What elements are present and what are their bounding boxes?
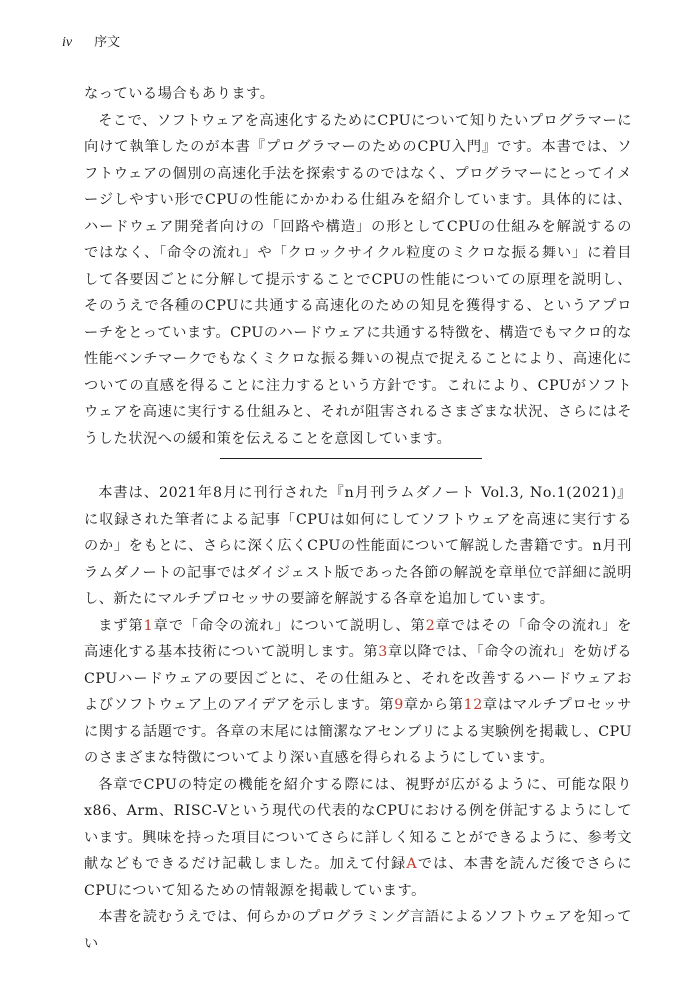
chapter-ref[interactable]: 9 [394,697,404,713]
text-run: 各章でCPUの特定の機能を紹介する際には、視野が広がるように、可能な限りx86、Arm、RISC-Vという現代の代表的なCPUにおける例を併記するようにしています。興味を持った項目についてさらに詳しく知ることができるように、参考文献などもできるだけ記載しました。加えて付録 [84,776,632,872]
paragraph [84,772,632,905]
text-run: 章から第 [403,697,464,713]
paragraph [84,613,632,772]
text-run: では、本書を読んだ後でさらにCPUについて知るための情報源を掲載しています。 [84,856,633,899]
chapter-ref[interactable]: 12 [463,697,483,713]
chapter-title: 序文 [94,35,121,50]
section-divider [220,458,482,459]
text-run: まず第 [98,617,144,634]
chapter-ref[interactable]: 1 [143,617,154,634]
chapter-ref[interactable]: 2 [425,617,436,634]
paragraph: なっている場合もあります。 [84,86,275,102]
chapter-ref[interactable]: 3 [378,644,388,660]
section-1 [84,81,632,452]
section-2 [84,480,632,957]
paragraph: そこで、ソフトウェアを高速化するためにCPUについて知りたいプログラマーに向けて執筆したのが本書『プログラマーのためのCPU入門』です。本書では、ソフトウェアの個別の高速化手法を探索するのではなく、プログラマーにとってイメージしやすい形でCPUの性能にかかわる仕組みを紹介しています。具体的には、ハードウェア開発者向けの「回路や構造」の形としてCPUの仕組みを解説するのではなく、「命令の流れ」や「クロックサイクル粒度のミクロな振る舞い」に着目して各要因ごとに分解して提示することでCPUの性能についての原理を説明し、そのうえで各種のCPUに共通する高速化のための知見を獲得する、というアプローチをとっています。CPUのハードウェアに共通する特徴を、構造でもマクロ的な性能ベンチマークでもなくミクロな振る舞いの視点で捉えることにより、高速化についての直感を得ることに注力するという方針です。これにより、CPUがソフトウェアを高速に実行する仕組みと、それが阻害されるさまざまな状況、さらにはそうした状況への緩和策を伝えることを意図しています。 [84,112,632,447]
paragraph: 本書を読むうえでは、何らかのプログラミング言語によるソフトウェアを知ってい [84,909,632,952]
page-number: iv [62,35,73,50]
text-run: 章ではその「命令の流れ」を高速化する基本技術について説明します。第 [84,617,632,660]
paragraph: 本書は、2021年8月に刊行された『n月刊ラムダノート Vol.3, No.1(2021)』に収録された筆者による記事「CPUは如何にしてソフトウェアを高速に実行するのか」をもとに、さらに深く広くCPUの性能面について解説した書籍です。n月刊ラムダノートの記事ではダイジェスト版であった各節の解説を章単位で詳細に説明し、新たにマルチプロセッサの要諦を解説する各章を追加しています。 [84,485,632,607]
running-head [62,34,120,52]
text-run: 章はマルチプロセッサに関する話題です。各章の末尾には簡潔なアセンブリによる実験例を掲載し、CPUのさまざまな特徴についてより深い直感を得られるようにしています。 [84,697,632,766]
text-run: 章で「命令の流れ」について説明し、第 [153,617,426,634]
text-run: 章以降では、「命令の流れ」を妨げるCPUハードウェアの要因ごとに、その仕組みと、それを改善するハードウェアおよびソフトウェア上のアイデアを示します。第 [84,644,632,713]
appendix-ref[interactable]: A [406,856,418,872]
